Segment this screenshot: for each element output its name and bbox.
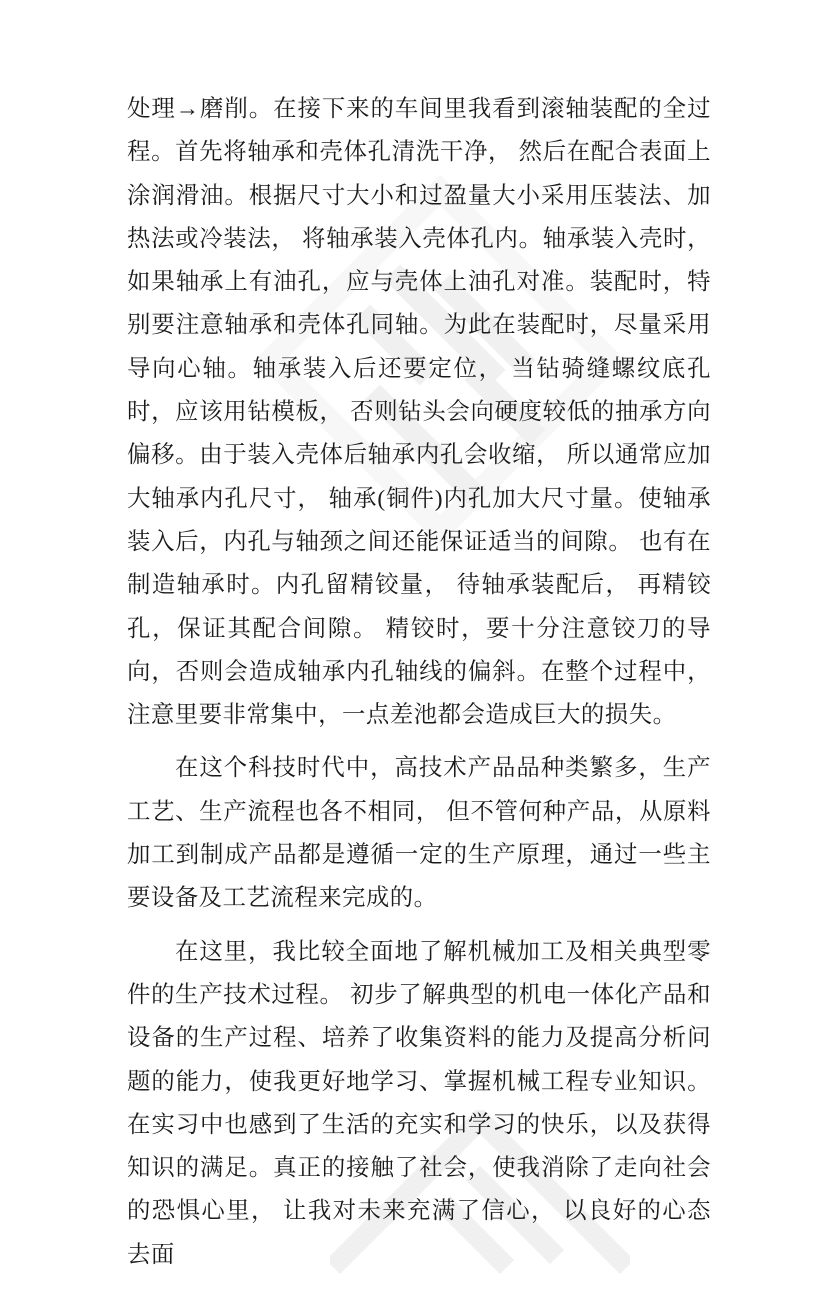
paragraph-technology-era: 在这个科技时代中，高技术产品品种类繁多，生产工艺、生产流程也各不相同， 但不管何种产品，从原料加工到制成产品都是遵循一定的生产原理，通过一些主要设备及工艺流程来完成的。 xyxy=(127,755,711,912)
paragraph-bearing-assembly: 处理→磨削。在接下来的车间里我看到滚轴装配的全过程。首先将轴承和壳体孔清洗干净， 然后在配合表面上涂润滑油。根据尺寸大小和过盈量大小采用压装法、加热法或冷装法， 将轴承装入壳体孔内。轴承装入壳时，如果轴承上有油孔，应与壳体上油孔对准。装配时，特别要注意轴承和壳体孔同轴。为此在装配时，尽量采用导向心轴。轴承装入后还要定位， 当钻骑缝螺纹底孔时，应该用钻模板， 否则钻头会向硬度较低的抽承方向偏移。由于装入壳体后轴承内孔会收缩， 所以通常应加大轴承内孔尺寸， 轴承(铜件)内孔加大尺寸量。使轴承装入后，内孔与轴颈之间还能保证适当的间隙。 也有在制造轴承时。内孔留精铰量， 待轴承装配后， 再精铰孔，保证其配合间隙。 精铰时，要十分注意铰刀的导向，否则会造成轴承内孔轴线的偏斜。在整个过程中，注意里要非常集中，一点差池都会造成巨大的损失。 xyxy=(127,96,711,729)
paragraph-internship-reflection: 在这里，我比较全面地了解机械加工及相关典型零件的生产技术过程。 初步了解典型的机电一体化产品和设备的生产过程、培养了收集资料的能力及提高分析问题的能力，使我更好地学习、掌握机械工程专业知识。在实习中也感到了生活的充实和学习的快乐，以及获得知识的满足。真正的接触了社会，使我消除了走向社会的恐惧心里， 让我对未来充满了信心， 以良好的心态去面 xyxy=(127,938,711,1268)
document-body xyxy=(127,88,711,1277)
